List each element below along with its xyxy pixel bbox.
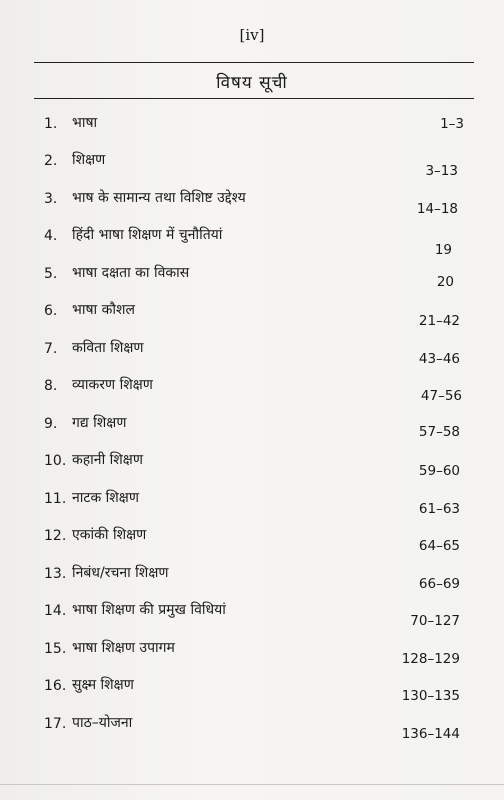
toc-entry-number: 7.: [44, 340, 58, 357]
toc-entry-pages: 59–60: [418, 463, 460, 479]
toc-entry-pages: 20: [436, 273, 454, 290]
toc-entry-pages: 43–46: [418, 350, 460, 367]
toc-entry-title: भाषा शिक्षण की प्रमुख विधियां: [72, 602, 226, 618]
toc-entry: [44, 325, 464, 367]
toc-entry-number: 10.: [44, 453, 67, 469]
toc-entry-number: 3.: [44, 190, 58, 207]
toc-entry-number: 9.: [44, 415, 58, 432]
toc-entry: [44, 138, 464, 179]
toc-entry-number: 2.: [44, 153, 58, 169]
top-rule: [34, 62, 474, 63]
toc-entry-title: हिंदी भाषा शिक्षण में चुनौतियां: [72, 227, 223, 243]
toc-entry-title: शिक्षण: [72, 152, 106, 168]
toc-entry: [44, 625, 464, 667]
toc-entry-title: भाष के सामान्य तथा विशिष्ट उद्देश्य: [72, 189, 246, 206]
title-rule: [34, 98, 474, 99]
toc-entry-pages: 61–63: [418, 500, 460, 517]
bottom-edge-line: [0, 784, 504, 785]
toc-entry: [44, 663, 464, 704]
toc-entry-number: 14.: [44, 603, 67, 619]
toc-entry-pages: 136–144: [401, 725, 460, 742]
toc-entry: [44, 100, 464, 138]
toc-entry-title: भाषा शिक्षण उपागम: [72, 639, 175, 656]
toc-entry: [44, 588, 464, 629]
toc-entry-number: 4.: [44, 228, 58, 244]
toc-entry-title: नाटक शिक्षण: [72, 489, 139, 506]
toc-entry-pages: 66–69: [418, 575, 460, 592]
toc-entry: [44, 363, 464, 404]
toc-entry-title: निबंध/रचना शिक्षण: [72, 564, 169, 581]
toc-entry-pages: 21–42: [418, 313, 460, 329]
toc-entry-title: भाषा दक्षता का विकास: [72, 264, 190, 281]
toc-entry-pages: 47–56: [420, 388, 462, 404]
table-of-contents: [44, 100, 464, 742]
toc-entry-title: कविता शिक्षण: [72, 339, 144, 356]
toc-entry-pages: 1–3: [440, 115, 464, 132]
toc-entry-pages: 14–18: [416, 200, 458, 217]
toc-entry: [44, 288, 464, 329]
toc-entry-title: कहानी शिक्षण: [72, 452, 143, 468]
toc-entry-number: 8.: [44, 378, 58, 394]
toc-entry-number: 17.: [44, 715, 67, 732]
toc-entry-number: 6.: [44, 303, 58, 319]
toc-entry-pages: 70–127: [410, 613, 460, 629]
toc-entry: [44, 175, 464, 217]
toc-entry-title: भाषा कौशल: [72, 302, 136, 318]
toc-entry-pages: 57–58: [418, 423, 460, 440]
toc-entry-title: एकांकी शिक्षण: [72, 527, 147, 543]
toc-entry-number: 16.: [44, 678, 67, 694]
toc-entry-title: व्याकरण शिक्षण: [72, 377, 153, 393]
toc-entry: [44, 513, 464, 554]
toc-entry: [44, 213, 464, 258]
toc-entry-number: 5.: [44, 265, 58, 282]
toc-entry-title: गद्य शिक्षण: [72, 414, 127, 431]
toc-entry: [44, 438, 464, 479]
toc-entry-pages: 64–65: [418, 538, 460, 554]
toc-entry-title: भाषा: [72, 114, 98, 131]
toc-entry-pages: 128–129: [401, 650, 460, 667]
toc-entry-number: 13.: [44, 565, 67, 582]
toc-entry-number: 1.: [44, 115, 58, 132]
toc-entry: [44, 700, 464, 742]
toc-entry-pages: 130–135: [401, 688, 460, 704]
toc-entry: [44, 400, 464, 438]
toc-entry-pages: 3–13: [425, 163, 458, 179]
toc-entry-title: पाठ–योजना: [72, 714, 133, 731]
toc-entry-title: सुक्ष्म शिक्षण: [72, 677, 134, 693]
toc-entry-number: 11.: [44, 490, 67, 507]
toc-entry-number: 15.: [44, 640, 67, 657]
toc-entry: [44, 475, 464, 517]
toc-entry-number: 12.: [44, 528, 67, 544]
toc-title: विषय सूची: [216, 73, 288, 93]
toc-entry-pages: 19: [434, 242, 452, 258]
page-number: [iv]: [239, 26, 265, 44]
toc-entry: [44, 550, 464, 592]
toc-entry: [44, 250, 464, 288]
